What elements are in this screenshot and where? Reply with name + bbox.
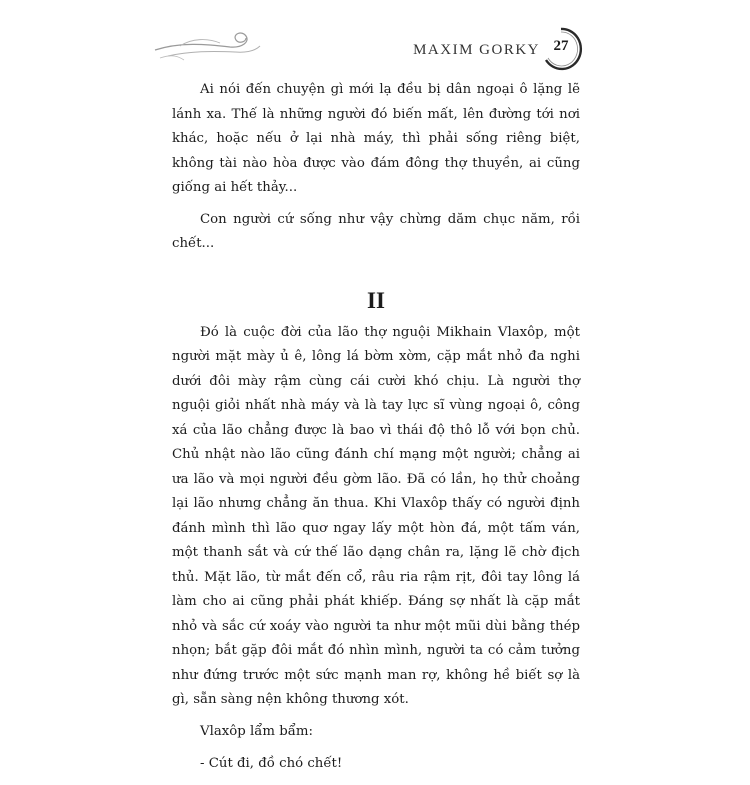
paragraph: Con người cứ sống như vậy chừng dăm chục năm, rồi chết... bbox=[172, 211, 580, 251]
page-number-badge bbox=[540, 26, 582, 72]
dialogue-line: - Cút đi, đồ chó chết! bbox=[200, 756, 343, 771]
section-heading: II bbox=[367, 287, 385, 313]
paragraph: Vlaxôp lẩm bẩm: bbox=[200, 723, 314, 739]
page-body bbox=[172, 78, 580, 785]
paragraph: Đó là cuộc đời của lão thợ nguội Mikhain Vlaxôp, một người mặt mày ủ ê, lông lá bờm xờm, cặp mắt nhỏ đa nghi dưới đôi mày rậm cùng cái cười khó chịu. Là người thợ nguội giỏi nhất nhà máy và là tay lực sĩ vùng ngoại ô, công xá của lão chẳng được là bao vì thái độ thô lỗ với bọn chủ. Chủ nhật nào lão cũng đánh chí mạng một người; chẳng ai ưa lão và mọi người đều gờm lão. Đã có lần, họ thử choảng lại lão nhưng chẳng ăn thua. Khi Vlaxôp thấy có người định đánh mình thì lão quơ ngay lấy một hòn đá, một tấm ván, một thanh sắt và cứ thế lão dạng chân ra, lặng lẽ chờ địch thủ. Mặt lão, từ mắt đến cổ, râu ria rậm rịt, đôi tay lông lá làm cho ai cũng phải phát khiếp. Đáng sợ nhất là cặp mắt nhỏ và sắc cứ xoáy vào người ta như một mũi dùi bằng thép nhọn; bắt gặp đôi mắt đó nhìn mình, người ta có cảm tưởng như đứng trước một sức mạnh man rợ, không hề biết sợ là gì, sẵn sàng nện không thương xót. bbox=[172, 324, 580, 707]
flourish-ornament-icon bbox=[150, 20, 270, 70]
paragraph: Ai nói đến chuyện gì mới lạ đều bị dân ngoại ô lặng lẽ lánh xa. Thế là những người đó biến mất, lên đường tới nơi khác, hoặc nếu ở lại nhà máy, thì phải sống riêng biệt, không tài nào hòa được vào đám đông thợ thuyền, ai cũng giống ai hết thảy... bbox=[172, 82, 580, 195]
page-number: 27 bbox=[553, 38, 569, 54]
running-header-author: MAXIM GORKY bbox=[413, 42, 540, 58]
